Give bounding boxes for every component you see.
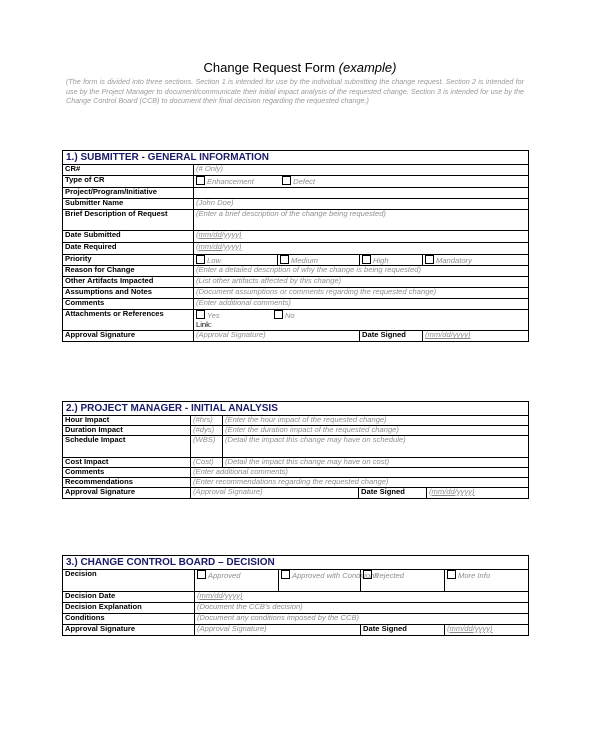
pm-date-signed-label: Date Signed — [359, 488, 427, 499]
section-1-heading: 1.) SUBMITTER - GENERAL INFORMATION — [63, 151, 529, 165]
project-field[interactable] — [194, 187, 529, 198]
section-3-heading: 3.) CHANGE CONTROL BOARD – DECISION — [63, 556, 529, 570]
cr-number-field[interactable]: (# Only) — [194, 165, 529, 176]
priority-medium-checkbox[interactable] — [280, 255, 289, 264]
date-required-field[interactable]: (mm/dd/yyyy) — [194, 242, 529, 254]
decision-more-info-checkbox[interactable] — [447, 570, 456, 579]
cost-impact-field[interactable]: (Detail the impact this change may have on cost) — [223, 458, 529, 468]
schedule-impact-unit[interactable]: (WBS) — [191, 436, 223, 458]
priority-high-cell — [360, 254, 423, 266]
section-2-heading: 2.) PROJECT MANAGER - INITIAL ANALYSIS — [63, 402, 529, 416]
decision-conditions-checkbox[interactable] — [281, 570, 290, 579]
priority-high-checkbox[interactable] — [362, 255, 371, 264]
recommendations-label: Recommendations — [63, 478, 191, 488]
attachments-yes-checkbox[interactable] — [196, 310, 205, 319]
pm-approval-signature-label: Approval Signature — [63, 488, 191, 499]
cr-number-label: CR# — [63, 165, 194, 176]
date-signed-field[interactable]: (mm/dd/yyyy) — [423, 331, 529, 342]
hour-impact-field[interactable]: (Enter the hour impact of the requested change) — [223, 416, 529, 426]
defect-option-label: Defect — [293, 177, 316, 186]
pm-comments-label: Comments — [63, 468, 191, 478]
cost-impact-unit[interactable]: (Cost) — [191, 458, 223, 468]
defect-checkbox[interactable] — [282, 176, 291, 185]
priority-mandatory-label: Mandatory — [436, 255, 472, 265]
date-submitted-field[interactable]: (mm/dd/yyyy) — [194, 230, 529, 242]
link-label: Link: — [196, 319, 213, 329]
ccb-date-signed-label: Date Signed — [361, 625, 445, 636]
ccb-approval-signature-field[interactable]: (Approval Signature) — [195, 625, 361, 636]
artifacts-field[interactable]: (List other artifacts affected by this change) — [194, 277, 529, 288]
form-title-text: Change Request Form — [203, 60, 336, 75]
conditions-field[interactable]: (Document any conditions imposed by the CCB) — [195, 614, 529, 625]
approval-signature-field[interactable]: (Approval Signature) — [194, 331, 360, 342]
priority-label: Priority — [63, 254, 194, 266]
decision-conditions-cell — [279, 570, 379, 592]
date-submitted-label: Date Submitted — [63, 230, 194, 242]
decision-rejected-checkbox[interactable] — [363, 570, 372, 579]
date-required-label: Date Required — [63, 242, 194, 254]
comments-label: Comments — [63, 299, 194, 310]
attachments-no-label: No — [284, 311, 295, 321]
section-3-ccb-table — [62, 555, 529, 636]
priority-low-checkbox[interactable] — [196, 255, 205, 264]
priority-high-label: High — [373, 255, 389, 265]
enhancement-option-label: Enhancement — [207, 177, 254, 186]
decision-label: Decision — [63, 570, 195, 592]
date-signed-label: Date Signed — [360, 331, 423, 342]
schedule-impact-label: Schedule Impact — [63, 436, 191, 458]
decision-more-info-cell — [445, 570, 529, 592]
decision-explanation-field[interactable]: (Document the CCB's decision) — [195, 603, 529, 614]
decision-approved-label: Approved — [208, 571, 241, 580]
decision-date-field[interactable]: (mm/dd/yyyy) — [195, 592, 529, 603]
schedule-impact-field[interactable]: (Detail the impact this change may have on schedule) — [223, 436, 529, 458]
priority-mandatory-cell — [423, 254, 529, 266]
approval-signature-label: Approval Signature — [63, 331, 194, 342]
decision-more-info-label: More Info — [458, 571, 491, 580]
assumptions-label: Assumptions and Notes — [63, 288, 194, 299]
comments-field[interactable]: (Enter additional comments) — [194, 299, 529, 310]
recommendations-field[interactable]: (Enter recommendations regarding the requested change) — [191, 478, 529, 488]
assumptions-field[interactable]: (Document assumptions or comments regarding the requested change) — [194, 288, 529, 299]
duration-impact-unit[interactable]: (#dys) — [191, 426, 223, 436]
cr-type-options — [194, 176, 529, 188]
reason-field[interactable]: (Enter a detailed description of why the change is being requested) — [194, 266, 529, 277]
ccb-date-signed-field[interactable]: (mm/dd/yyyy) — [445, 625, 529, 636]
cost-impact-label: Cost Impact — [63, 458, 191, 468]
priority-medium-cell — [278, 254, 360, 266]
artifacts-label: Other Artifacts Impacted — [63, 277, 194, 288]
hour-impact-unit[interactable]: (#hrs) — [191, 416, 223, 426]
submitter-name-label: Submitter Name — [63, 198, 194, 209]
hour-impact-label: Hour Impact — [63, 416, 191, 426]
reason-label: Reason for Change — [63, 266, 194, 277]
ccb-approval-signature-label: Approval Signature — [63, 625, 195, 636]
decision-approved-checkbox[interactable] — [197, 570, 206, 579]
form-title — [0, 60, 600, 75]
form-title-suffix: (example) — [338, 60, 397, 75]
attachments-label: Attachments or References — [63, 310, 194, 331]
priority-low-label: Low — [207, 255, 221, 265]
conditions-label: Conditions — [63, 614, 195, 625]
decision-rejected-cell — [361, 570, 445, 592]
section-1-submitter-table — [62, 150, 529, 342]
attachments-no-checkbox[interactable] — [274, 310, 283, 319]
duration-impact-label: Duration Impact — [63, 426, 191, 436]
submitter-name-field[interactable]: (John Doe) — [194, 198, 529, 209]
priority-medium-label: Medium — [291, 255, 319, 265]
decision-date-label: Decision Date — [63, 592, 195, 603]
form-instructions: (The form is divided into three sections. Section 1 is intended for use by the individual submitting the change request. Section 2 is intended for use by the Project Manager to document/communicate their initial impact analysis of the requested change. Section 3 is intended for use by the Change Control Board (CCB) to document their final decision regarding the requested change.) — [66, 77, 524, 106]
pm-comments-field[interactable]: (Enter additional comments) — [191, 468, 529, 478]
project-label: Project/Program/Initiative — [63, 187, 194, 198]
brief-description-label: Brief Description of Request — [63, 209, 194, 230]
attachments-options — [194, 310, 529, 331]
enhancement-checkbox[interactable] — [196, 176, 205, 185]
decision-rejected-label: Rejected — [374, 571, 404, 580]
pm-approval-signature-field[interactable]: (Approval Signature) — [191, 488, 359, 499]
decision-explanation-label: Decision Explanation — [63, 603, 195, 614]
attachments-yes-label: Yes — [207, 311, 220, 321]
brief-description-field[interactable]: (Enter a brief description of the change being requested) — [194, 209, 529, 230]
cr-type-label: Type of CR — [63, 176, 194, 188]
pm-date-signed-field[interactable]: (mm/dd/yyyy) — [427, 488, 529, 499]
priority-mandatory-checkbox[interactable] — [425, 255, 434, 264]
priority-low-cell — [194, 254, 278, 266]
section-2-project-manager-table — [62, 401, 529, 499]
duration-impact-field[interactable]: (Enter the duration impact of the requested change) — [223, 426, 529, 436]
decision-conditions-label: Approved with Conditions — [292, 571, 379, 580]
decision-approved-cell — [195, 570, 279, 592]
